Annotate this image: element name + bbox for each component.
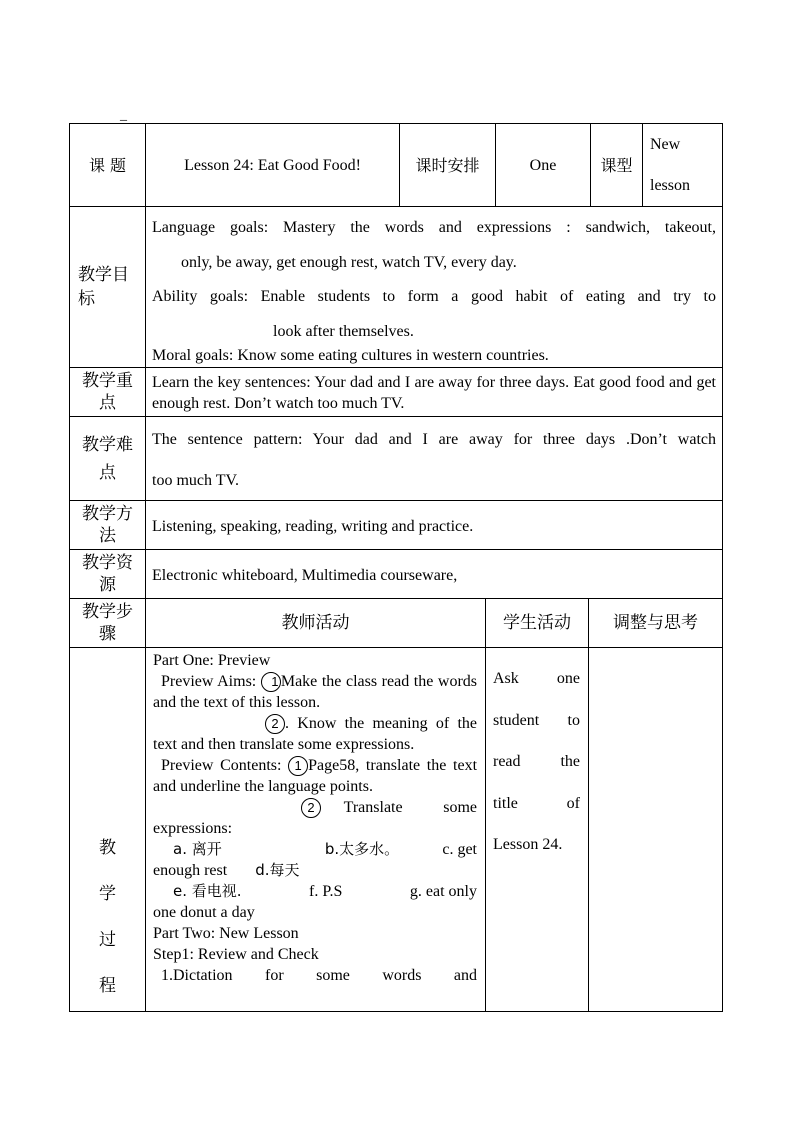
page-mark: _ bbox=[120, 108, 127, 123]
process-label-char-2: 学 bbox=[99, 884, 116, 904]
key-points-text: Learn the key sentences: Your dad and I are away for three days. Eat good food and get enough rest. Don’t watch too much TV. bbox=[145, 367, 723, 417]
aim-1: Make the class read the words and the text of this lesson. bbox=[153, 673, 478, 711]
resources-text: Electronic whiteboard, Multimedia courseware, bbox=[145, 549, 723, 599]
type-label: 课型 bbox=[590, 123, 643, 207]
content-1: Page58, translate the text and underline the language points. bbox=[153, 757, 478, 795]
reflection-header: 调整与思考 bbox=[588, 598, 723, 648]
circled-number-content-1: 1 bbox=[288, 756, 308, 776]
type-value-line1: New bbox=[650, 136, 681, 153]
student-activity-line-2: student to bbox=[493, 711, 580, 729]
resources-label bbox=[69, 549, 146, 599]
moral-goals: Moral goals: Know some eating cultures in western countries. bbox=[152, 347, 549, 364]
type-value bbox=[642, 123, 723, 207]
hours-label: 课时安排 bbox=[399, 123, 496, 207]
reflection-content bbox=[588, 647, 723, 1012]
process-label-char-3: 过 bbox=[99, 930, 116, 950]
expr-g: g. eat only bbox=[409, 883, 477, 900]
expr-g2: one donut a day bbox=[153, 904, 255, 921]
methods-text: Listening, speaking, reading, writing and practice. bbox=[145, 500, 723, 550]
teacher-activity-content bbox=[145, 647, 486, 1012]
student-activity-header: 学生活动 bbox=[485, 598, 589, 648]
goals-label-text: 教学目标 bbox=[78, 265, 129, 309]
goals-label bbox=[69, 206, 146, 368]
expr-b: b.太多水。 bbox=[324, 840, 400, 858]
hours-value: One bbox=[495, 123, 591, 207]
aim-2: . Know the meaning of the text and then translate some expressions. bbox=[153, 715, 477, 753]
content-2: Translate some expressions: bbox=[153, 799, 478, 837]
expr-d: d.每天 bbox=[255, 861, 300, 879]
key-points-label-text: 教学重点 bbox=[82, 371, 133, 413]
ability-goals-line2: look after themselves. bbox=[273, 323, 414, 340]
step-1-heading: Step1: Review and Check bbox=[153, 946, 319, 963]
methods-label bbox=[69, 500, 146, 550]
difficulties-label bbox=[69, 416, 146, 501]
language-goals-line2: only, be away, get enough rest, watch TV, every day. bbox=[181, 254, 517, 271]
preview-contents bbox=[153, 755, 477, 797]
circled-number-1: 1 bbox=[261, 672, 281, 692]
student-activity-line-3: read the bbox=[493, 753, 580, 770]
preview-contents-label: Preview Contents: bbox=[161, 757, 282, 774]
student-activity-line-1: Ask one bbox=[493, 670, 580, 687]
student-activity-line-4: title of bbox=[493, 794, 580, 812]
expr-c: c. get bbox=[442, 841, 477, 858]
expressions-line-3 bbox=[153, 881, 477, 902]
expr-a: a. 离开 bbox=[173, 840, 222, 858]
steps-label-text: 教学步骤 bbox=[82, 602, 133, 644]
difficulties-label-text: 教学难点 bbox=[82, 434, 133, 483]
difficulties-line1: The sentence pattern: Your dad and I are away for three days .Don’t watch bbox=[152, 431, 716, 448]
student-activity-content bbox=[485, 647, 589, 1012]
aim-2-block bbox=[153, 713, 477, 755]
circled-number-2: 2 bbox=[265, 714, 285, 734]
circled-number-content-2: 2 bbox=[301, 798, 321, 818]
expressions-line-2 bbox=[153, 860, 477, 881]
process-label-char-4: 程 bbox=[99, 976, 116, 996]
process-label bbox=[69, 647, 146, 1012]
teacher-activity-header: 教师活动 bbox=[145, 598, 486, 648]
ability-goals-line1: Ability goals: Enable students to form a good habit of eating and try to bbox=[152, 288, 716, 305]
expressions-line-1 bbox=[153, 839, 477, 860]
preview-aims bbox=[153, 671, 477, 713]
expr-c2: enough rest bbox=[153, 862, 228, 879]
topic-value: Lesson 24: Eat Good Food! bbox=[145, 123, 400, 207]
preview-aims-label: Preview Aims: bbox=[161, 673, 257, 690]
steps-label bbox=[69, 598, 146, 648]
dictation-line: 1.Dictation for some words and bbox=[161, 967, 477, 984]
language-goals-line1: Language goals: Mastery the words and expressions : sandwich, takeout, bbox=[152, 219, 716, 236]
part-one-heading: Part One: Preview bbox=[153, 652, 271, 669]
resources-label-text: 教学资源 bbox=[82, 553, 133, 595]
key-points-label bbox=[69, 367, 146, 417]
part-two-heading: Part Two: New Lesson bbox=[153, 925, 299, 942]
expr-f: f. P.S bbox=[309, 883, 343, 900]
process-label-char-1: 教 bbox=[99, 838, 116, 858]
difficulties-line2: too much TV. bbox=[152, 472, 239, 489]
methods-label-text: 教学方法 bbox=[82, 504, 133, 546]
topic-label: 课 题 bbox=[69, 123, 146, 207]
difficulties-content bbox=[145, 416, 723, 501]
student-activity-line-5: Lesson 24. bbox=[493, 836, 563, 853]
type-value-line2: lesson bbox=[650, 177, 690, 194]
expr-e: e. 看电视. bbox=[173, 882, 242, 900]
content-2-block bbox=[153, 797, 477, 839]
goals-content bbox=[145, 206, 723, 368]
